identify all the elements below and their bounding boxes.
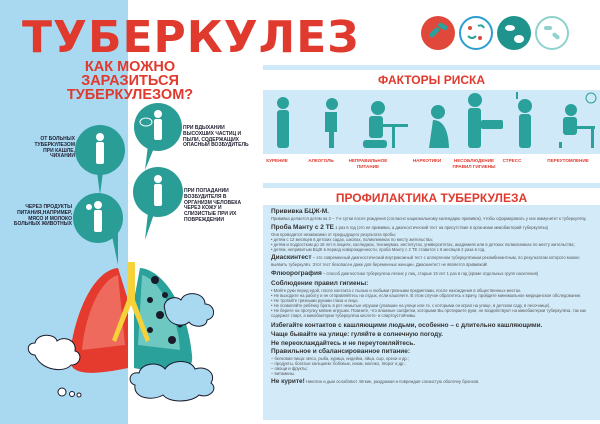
way-cough: ОТ БОЛЬНЫХ ТУБЕРКУЛЕЗОМ ПРИ КАШЛЕ, ЧИХАНИИ [34, 136, 75, 160]
question-heading: КАК МОЖНО ЗАРАЗИТЬСЯ ТУБЕРКУЛЕЗОМ? [66, 59, 194, 103]
risk-stress: СТРЕСС [502, 158, 522, 163]
risk-smoking: КУРЕНИЕ [266, 158, 288, 163]
hygiene-item: • Не трогайте грязными руками глаза и лицо. [271, 298, 359, 303]
bcg-heading: Прививка БЦЖ-М. [271, 208, 329, 215]
no-smoking-heading: Не курите! [271, 378, 305, 385]
risk-figures [263, 90, 600, 154]
mantu-heading: Проба Манту с 2 ТЕ [271, 223, 334, 231]
hygiene-heading: Соблюдение правил гигиены: [271, 280, 369, 287]
risk-alcohol: АЛКОГОЛЬ [308, 158, 334, 163]
risk-overwork: ПЕРЕУТОМЛЕНИЕ [547, 158, 589, 163]
prevention-panel [263, 205, 600, 420]
fluorography-text: – способ диагностики туберкулеза легких у лиц, старше 15 лет 1 раз в год (кроме отдельных групп населения) [321, 270, 539, 276]
no-smoking-text: Никотин и дым ослабляют лёгкие, раздражая и повреждая слизистую оболочку бронхов. [304, 379, 480, 384]
hygiene-item: • Не позволяйте ребёнку брать в рот немытые игрушки (упавшие на улице или те, с которыми он играл на улице, в детском саду, в песочнице). [271, 303, 551, 308]
prevention-title: ПРОФИЛАКТИКА ТУБЕРКУЛЕЗА [335, 191, 528, 205]
nutrition-item: – продукты, богатые кальцием: бобовые, изюм, молоко, творог и др.; [271, 360, 406, 366]
virus-icon [460, 17, 492, 49]
go-outside: Чаще бывайте на улице: гуляйте в солнечную погоду. [271, 330, 444, 338]
avoid-contacts: Избегайте контактов с кашляющими людьми, особенно – с длительно кашляющими. [271, 321, 543, 329]
stress-icon [516, 92, 532, 148]
risk-drugs: НАРКОТИКИ [412, 158, 442, 163]
risk-title: ФАКТОРЫ РИСКА [378, 73, 485, 87]
mantu-intro: 1 раз в год (это не прививка, а диагностический тест на присутствие в организме микобактерий туберкулёза) [334, 224, 549, 230]
way-food: ЧЕРЕЗ ПРОДУКТЫ ПИТАНИЯ,НАПРИМЕР, МЯСО И МОЛОКО БОЛЬНЫХ ЖИВОТНЫХ [13, 204, 72, 228]
smoking-icon [277, 97, 289, 148]
way-dust: ПРИ ВДЫХАНИИ ВЫСОХШИХ ЧАСТИЦ И ПЫЛИ, СОДЕРЖАЩИХ ОПАСНЫЙ ВОЗБУДИТЕЛЬ [183, 125, 249, 149]
diaskintest-heading: Диаскинтест [271, 254, 312, 261]
risk-nutrition: НЕПРАВИЛЬНОЕ ПИТАНИЕ [348, 158, 388, 169]
alcohol-icon [325, 98, 338, 148]
mantu-line: • детям с 12 месяцев в детских садах, школах, поликлиниках по месту жительства; [271, 236, 433, 242]
bacteria-icon [421, 16, 455, 50]
no-overcooling: Не переохлаждайтесь и не переутомляйтесь. [271, 339, 416, 347]
mantu-line: Она проводится независимо от предыдущего результата пробы: [271, 231, 397, 237]
diaskintest-text: – это современный диагностический внутрикожный тест с аллергеном туберкулёзным рекомбинантным, по результатам которого можно выявить туберкулёз. Этот тест безопасен даже для беременных женщин. Диаскинтест не является прививкой! [271, 255, 580, 267]
bacteria-icons [420, 14, 590, 54]
drugs-icon [429, 105, 449, 148]
hygiene-item: • Мойте руки перед едой, после контакта с пылью и любыми грязными предметами, после нахождения в общественных местах. [271, 288, 522, 293]
microbe-icon [536, 17, 568, 49]
nutrition-item: – овощи и фрукты; [271, 365, 308, 371]
risk-hygiene: НЕСОБЛЮДЕНИЕ ПРАВИЛ ГИГИЕНЫ [452, 158, 496, 169]
hygiene-icon [468, 93, 503, 148]
overwork-icon [559, 93, 596, 148]
mantu-line: • детям, непривитым БЦЖ в период новорожденности, проба Манту с 2 ТЕ ставится с 6 месяцев 2 раза в год. [271, 246, 486, 252]
nutrition-item: – витамины. [271, 370, 295, 376]
divider [263, 65, 600, 70]
nutrition-heading: Правильное и сбалансированное питание: [271, 347, 411, 355]
divider [263, 183, 600, 188]
bcg-text: Прививка делается детям на 3 – 7-е сутки после рождения (согласно национальному календарю прививок), чтобы сформировать у них иммунитет к туберкулёзу. [271, 216, 587, 221]
eating-icon [363, 101, 408, 148]
way-skin: ПРИ ПОПАДАНИИ ВОЗБУДИТЕЛЯ В ОРГАНИЗМ ЧЕЛОВЕКА ЧЕРЕЗ КОЖУ И СЛИЗИСТЫЕ ПРИ ИХ ПОВРЕЖДЕНИИ [184, 188, 242, 223]
nutrition-item: – белковая пища: мясо, рыба, курица, индейка, яйца, сыр, орехи и др.; [271, 355, 410, 361]
poster-title: ТУБЕРКУЛЕЗ [22, 12, 360, 63]
hygiene-item: • Не выходите на работу и не отправляйтесь на отдых, если кашляете. В этом случае обратитесь к врачу, пройдите минимальное медицинское обследование. [271, 293, 582, 298]
mantu-line: • детям и подросткам до 18 лет в лицеях, колледжах, техникумах, институтах, университетах, академиях или в детских поликлиниках по месту жительства; [271, 241, 575, 247]
fluorography-heading: Флюорография [271, 269, 322, 277]
germ-icon [497, 16, 531, 50]
hygiene-item: • Не берите на прогулку мягкие игрушки. Помните, что влажные салфетки, которыми Вы протираете руки, не воздействуют на микобактерии туберкулёза, так как содержат спирт, а микобактерии туберкулёза кислото- и спиртоустойчивы. [271, 308, 586, 318]
